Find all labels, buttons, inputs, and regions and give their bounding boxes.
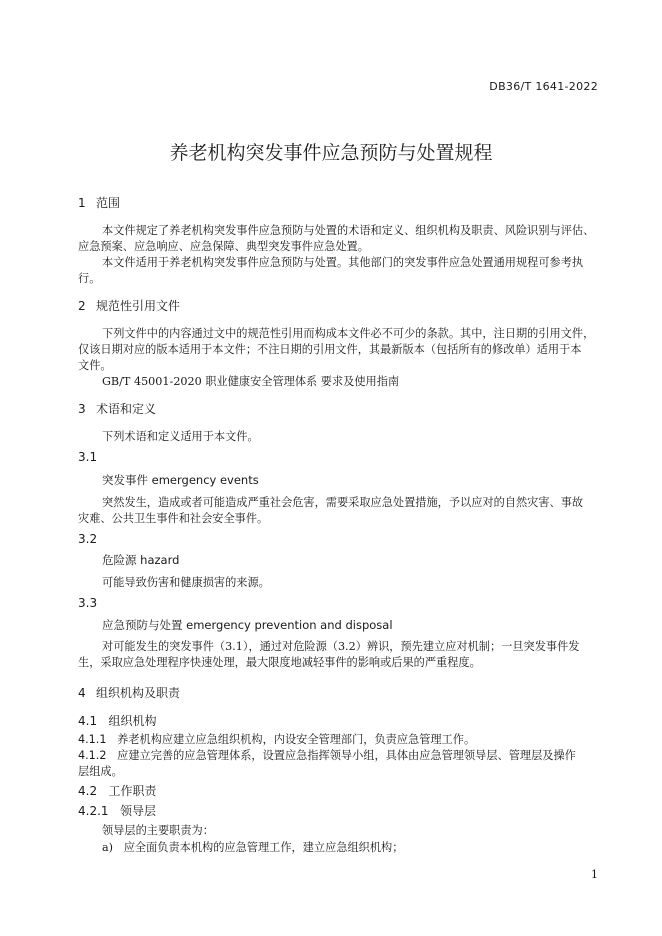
section-title: 规范性引用文件 — [96, 299, 181, 313]
section-title: 范围 — [96, 196, 121, 210]
paragraph-line: 应急预案、应急响应、应急保障、典型突发事件应急处置。 — [78, 240, 369, 253]
paragraph-line: 仅该日期对应的版本适用于本文件；不注日期的引用文件，其最新版本（包括所有的修改单）适用于本 — [78, 343, 582, 356]
term-entry: 危险源 hazard — [102, 553, 180, 567]
clause-4-1-1 — [78, 731, 475, 747]
paragraph-line: 本文件适用于养老机构突发事件应急预防与处置。其他部门的突发事件应急处置通用规程可参考执 — [102, 256, 584, 269]
clause-4-1-2 — [78, 747, 576, 763]
subsection-title: 工作职责 — [108, 784, 157, 798]
section-3-heading — [78, 400, 156, 417]
section-number: 4 — [78, 686, 86, 700]
paragraph-line: 文件。 — [78, 359, 112, 372]
clause-number: 4.2.1 — [78, 804, 109, 818]
term-number: 3.3 — [78, 596, 98, 610]
section-1-heading — [78, 194, 120, 211]
normative-reference: GB/T 45001-2020 职业健康安全管理体系 要求及使用指南 — [102, 375, 400, 388]
term-definition-line: 灾难、公共卫生事件和社会安全事件。 — [78, 512, 269, 525]
section-title: 组织机构及职责 — [96, 686, 181, 700]
term-definition-line: 可能导致伤害和健康损害的来源。 — [102, 576, 270, 589]
term-definition-line: 突然发生，造成或者可能造成严重社会危害，需要采取应急处置措施，予以应对的自然灾害、事故 — [102, 496, 584, 509]
list-item-label: a) — [102, 841, 114, 854]
paragraph-line: 下列术语和定义适用于本文件。 — [102, 430, 259, 443]
list-item-text: 应全面负责本机构的应急管理工作，建立应急组织机构； — [123, 841, 404, 854]
paragraph-line: 领导层的主要职责为： — [102, 824, 214, 837]
section-number: 3 — [78, 402, 86, 416]
clause-text: 养老机构应建立应急组织机构，内设安全管理部门，负责应急管理工作。 — [117, 733, 476, 746]
clause-4-2-1-heading — [78, 802, 156, 819]
term-number: 3.2 — [78, 532, 98, 546]
term-definition-line: 对可能发生的突发事件（3.1），通过对危险源（3.2）辨识，预先建立应对机制；一旦突发事件发 — [102, 640, 580, 653]
page-title: 养老机构突发事件应急预防与处置规程 — [169, 142, 493, 164]
paragraph-line: 层组成。 — [78, 765, 123, 778]
list-item — [102, 839, 403, 855]
section-2-heading — [78, 297, 180, 314]
paragraph-line: 行。 — [78, 272, 101, 285]
clause-number: 4.1.1 — [78, 733, 107, 746]
document-number: DB36/T 1641-2022 — [489, 80, 598, 93]
subsection-number: 4.2 — [78, 784, 98, 798]
term-entry: 应急预防与处置 emergency prevention and disposal — [102, 618, 393, 632]
clause-text: 应建立完善的应急管理体系，设置应急指挥领导小组，具体由应急管理领导层、管理层及操作 — [117, 749, 576, 762]
term-entry: 突发事件 emergency events — [102, 473, 259, 487]
paragraph-line: 本文件规定了养老机构突发事件应急预防与处置的术语和定义、组织机构及职责、风险识别与评估、 — [102, 224, 595, 237]
subsection-title: 组织机构 — [108, 714, 157, 728]
clause-number: 4.1.2 — [78, 749, 107, 762]
section-title: 术语和定义 — [96, 402, 157, 416]
subsection-number: 4.1 — [78, 714, 98, 728]
paragraph-line: 下列文件中的内容通过文中的规范性引用而构成本文件必不可少的条款。其中，注日期的引用文件， — [102, 327, 595, 340]
section-4-heading — [78, 684, 180, 701]
term-definition-line: 生，采取应急处理程序快速处理，最大限度地减轻事件的影响或后果的严重程度。 — [78, 656, 481, 669]
section-number: 1 — [78, 196, 86, 210]
subsection-4-1-heading — [78, 712, 157, 729]
section-number: 2 — [78, 299, 86, 313]
subsection-4-2-heading — [78, 782, 157, 799]
term-number: 3.1 — [78, 450, 98, 464]
clause-title: 领导层 — [120, 804, 157, 818]
page-number: 1 — [591, 868, 598, 881]
